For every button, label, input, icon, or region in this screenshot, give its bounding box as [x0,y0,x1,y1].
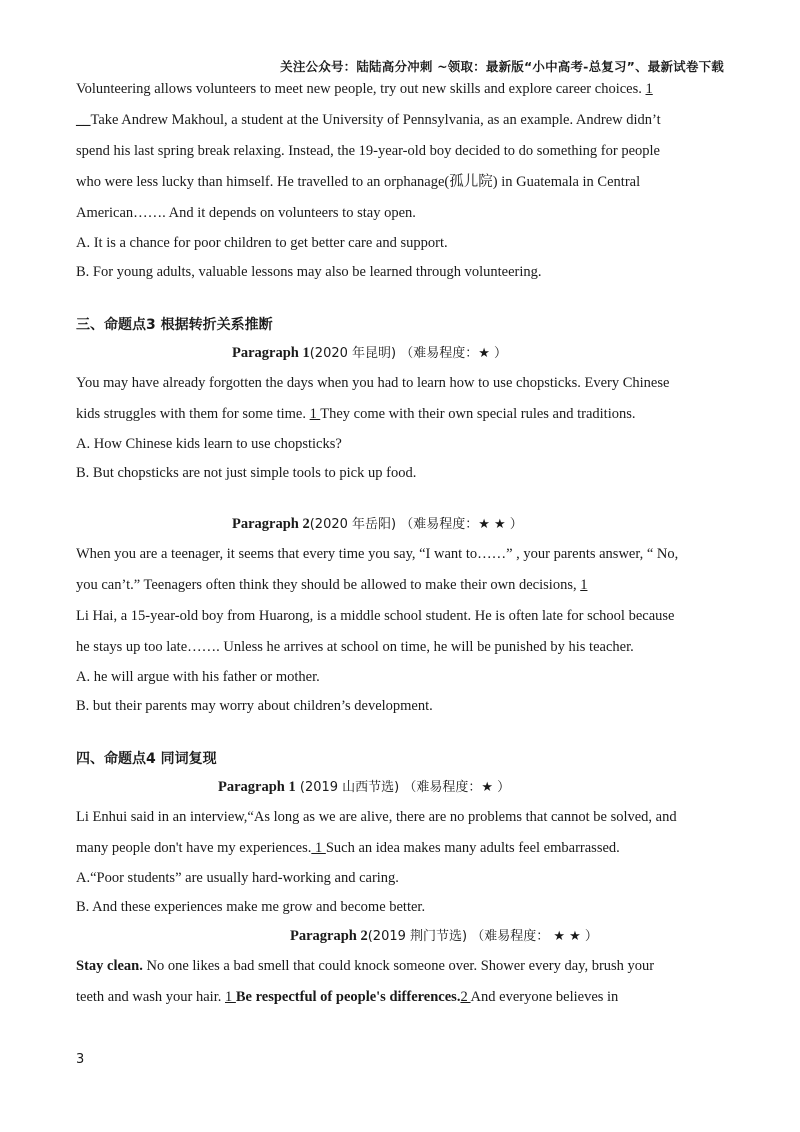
paragraph-line: When you are a teenager, it seems that every time you say, “I want to……” , your parents answer, “ No, [76,546,679,562]
blank-1: 1 [225,989,236,1005]
top-paragraph-line: who were less lucky than himself. He travelled to an orphanage(孤儿院) in Guatemala in Central [76,174,641,190]
option-b: B. But chopsticks are not just simple tools to pick up food. [76,465,417,481]
paragraph-title [76,339,726,368]
paragraph-line: Li Enhui said in an interview,“As long as we are alive, there are no problems that cannot be solved, and [76,809,677,825]
blank-1: 1 [311,840,326,856]
top-paragraph-line: American……. And it depends on volunteers to stay open. [76,205,416,221]
section-heading: 三、命题点3 根据转折关系推断 [76,317,273,333]
text: And everyone believes in [470,989,619,1005]
paragraph-line [76,399,726,430]
paragraph-source: (2019 山西节选) （难易程度：★ ） [295,780,511,795]
paragraph-line [76,982,726,1013]
paragraph-title [76,510,726,539]
text: kids struggles with them for some time. [76,406,310,422]
section-heading: 四、命题点4 同词复现 [76,751,217,767]
paragraph-line: You may have already forgotten the days when you had to learn how to use chopsticks. Every Chinese [76,375,670,391]
option-a: A. How Chinese kids learn to use chopsticks? [76,436,342,452]
paragraph-source: (2020 年岳阳) （难易程度：★ ★ ） [309,517,523,532]
option-b: B. For young adults, valuable lessons may also be learned through volunteering. [76,264,542,280]
text: Take Andrew Makhoul, a student at the University of Pennsylvania, as an example. Andrew didn’t [90,112,661,128]
top-paragraph-line [76,105,726,136]
page-header: 关注公众号：陆陆高分冲刺 ~领取：最新版“小中高考-总复习”、最新试卷下载 [280,59,724,74]
text: Volunteering allows volunteers to meet new people, try out new skills and explore career choices. [76,81,646,97]
option-b: B. And these experiences make me grow and become better. [76,899,426,915]
paragraph-line [76,951,726,982]
blank-1-tail: __ [76,112,91,128]
bold-phrase: Be respectful of people's differences. [235,989,461,1005]
blank-1: 1 [309,406,321,422]
top-paragraph-line: spend his last spring break relaxing. Instead, the 19-year-old boy decided to do something for people [76,143,660,159]
text: Such an idea makes many adults feel embarrassed. [325,840,620,856]
option-b: B. but their parents may worry about children’s development. [76,698,433,714]
paragraph-title [76,922,726,951]
paragraph-line [76,570,726,601]
blank-1: 1 [580,577,588,593]
page-number: 3 [76,1052,85,1067]
paragraph-title [76,773,726,802]
document-body [76,74,726,1013]
paragraph-label: Paragraph 1 [232,345,310,361]
text: you can’t.” Teenagers often think they should be allowed to make their own decisions, [76,577,581,593]
paragraph-source: (2019 荆门节选) （难易程度： ★ ★ ） [367,929,598,944]
paragraph-line: he stays up too late……. Unless he arrives at school on time, he will be punished by his teacher. [76,639,634,655]
option-a: A. It is a chance for poor children to get better care and support. [76,235,448,251]
text: They come with their own special rules and traditions. [320,406,636,422]
paragraph-label: Paragraph 2 [290,928,368,944]
text: many people don't have my experiences. [76,840,312,856]
top-paragraph-line [76,74,726,105]
bold-phrase: Stay clean. [76,958,143,974]
blank-2: 2 [460,989,471,1005]
paragraph-line [76,833,726,864]
blank-1: 1 [645,81,653,97]
text: teeth and wash your hair. [76,989,225,1005]
paragraph-source: (2020 年昆明) （难易程度：★ ） [309,346,508,361]
option-a: A.“Poor students” are usually hard-working and caring. [76,870,399,886]
text: No one likes a bad smell that could knock someone over. Shower every day, brush your [142,958,655,974]
paragraph-label: Paragraph 1 [218,779,296,795]
paragraph-line: Li Hai, a 15-year-old boy from Huarong, is a middle school student. He is often late for school because [76,608,675,624]
option-a: A. he will argue with his father or mother. [76,669,320,685]
paragraph-label: Paragraph 2 [232,516,310,532]
